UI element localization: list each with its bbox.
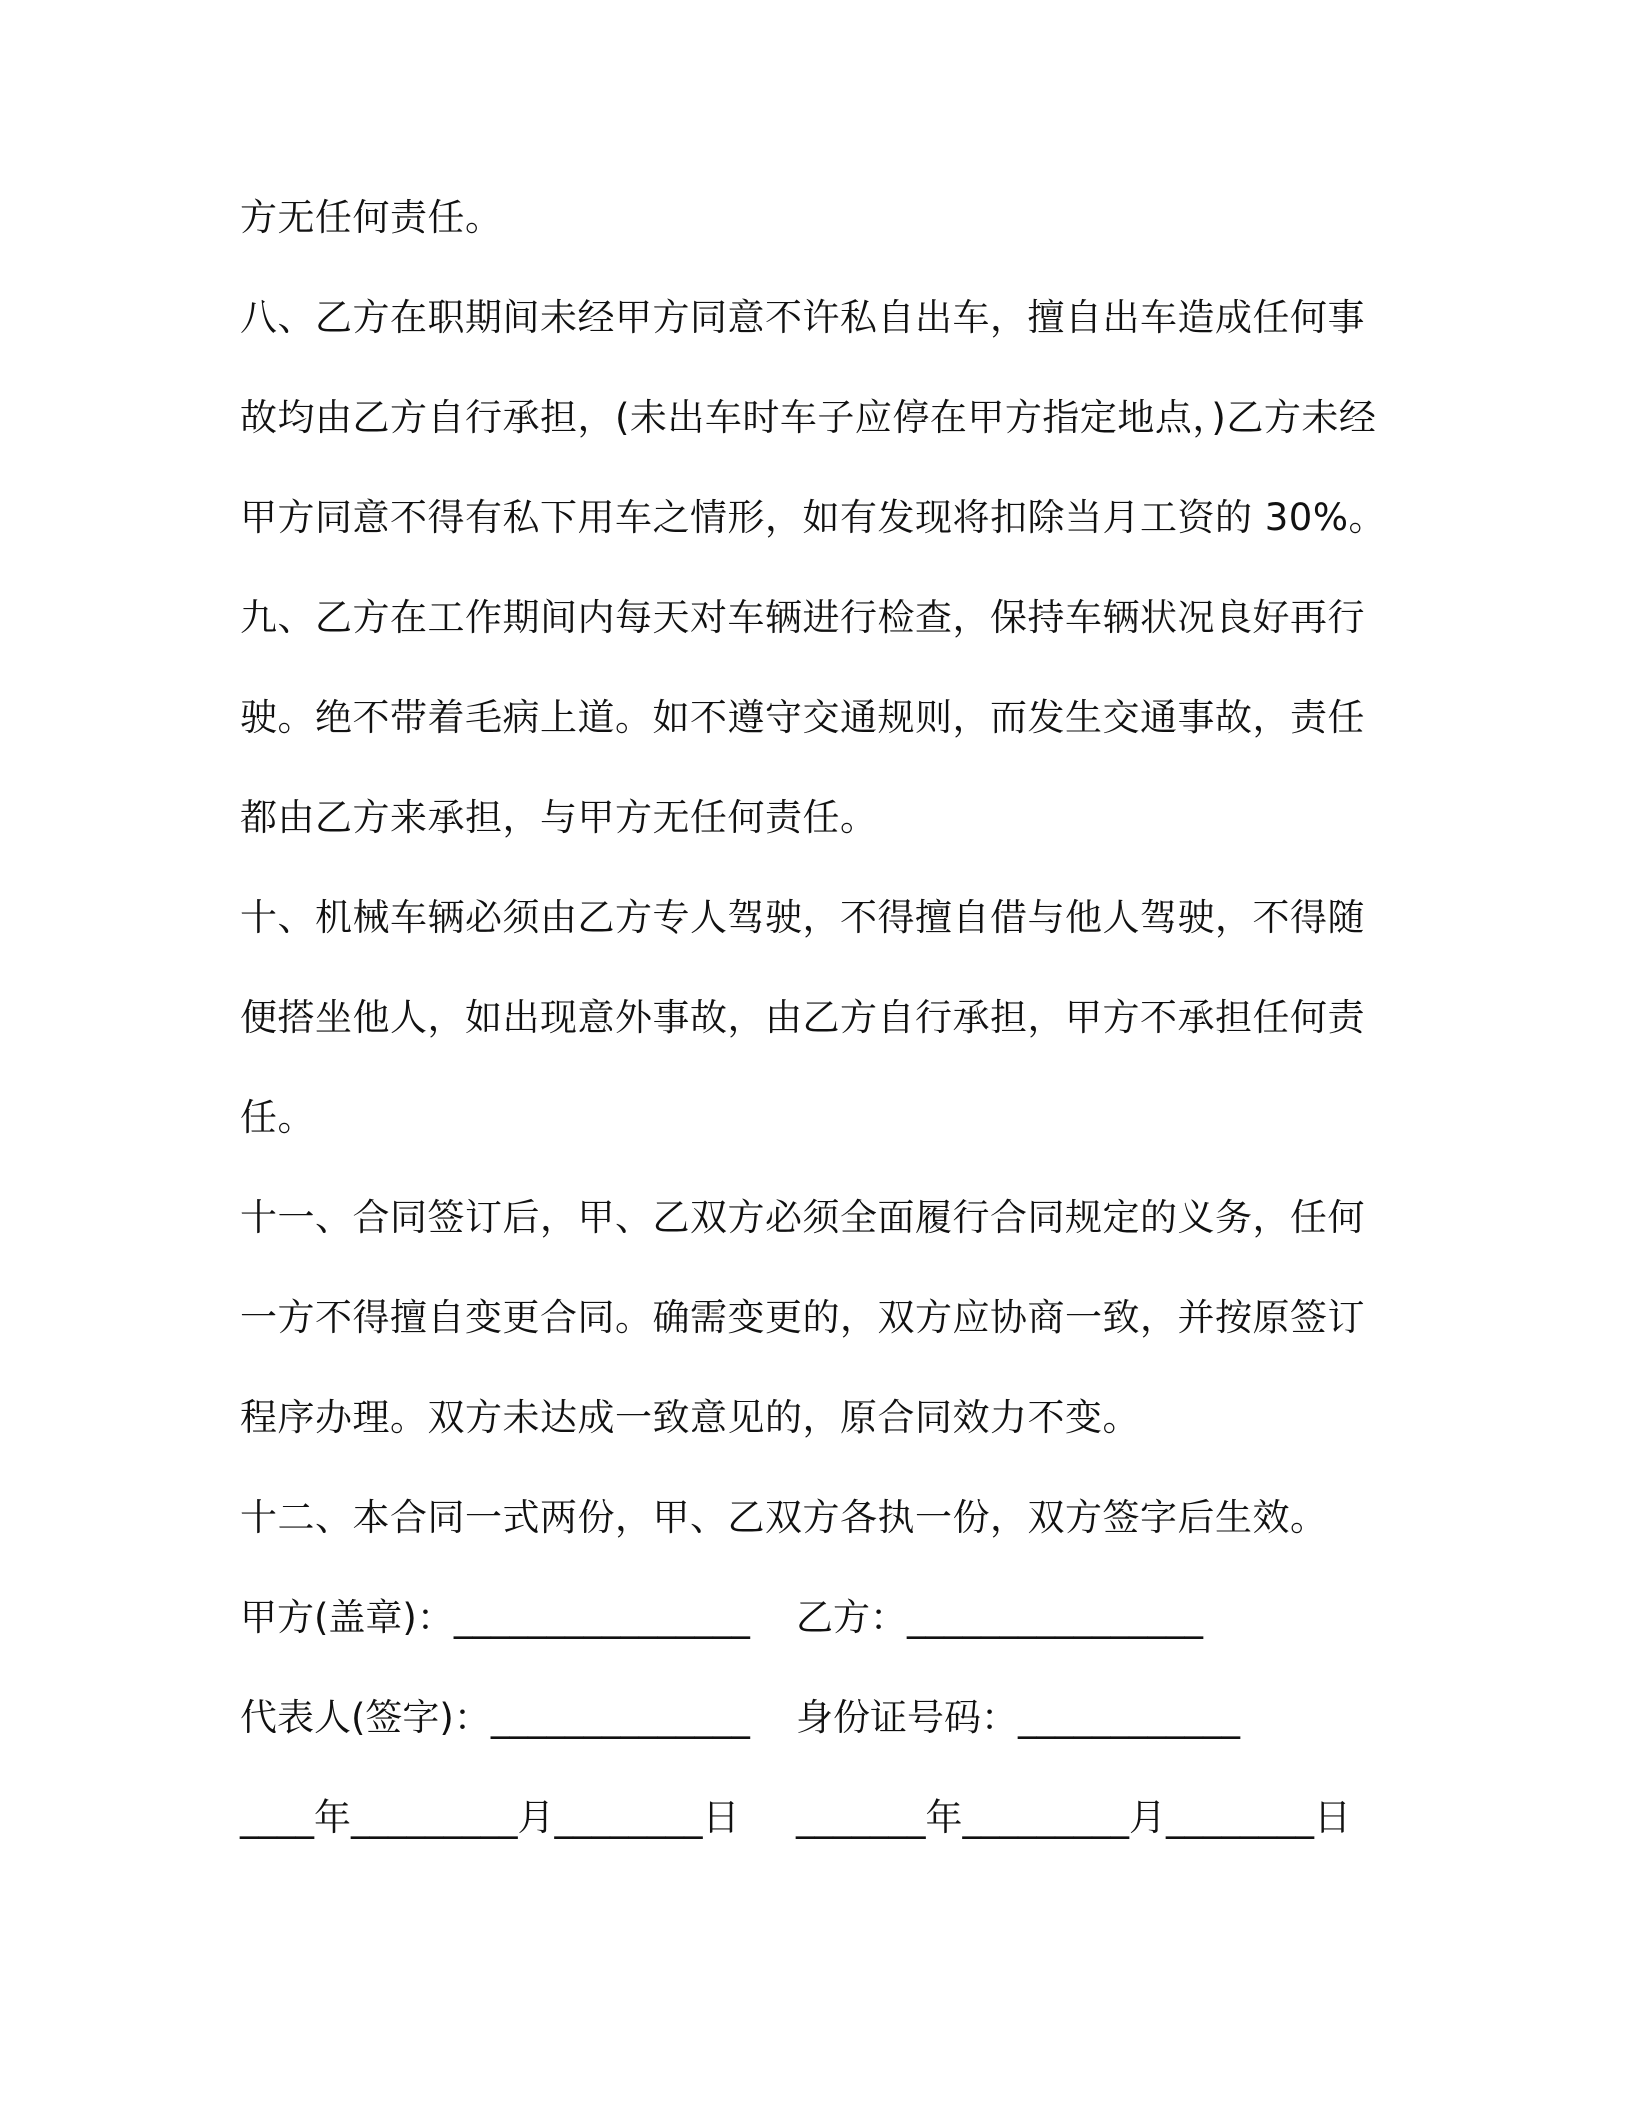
paragraph-line: 九、乙方在工作期间内每天对车辆进行检查，保持车辆状况良好再行 [240, 596, 1365, 639]
paragraph-line: 八、乙方在职期间未经甲方同意不许私自出车，擅自出车造成任何事 [240, 296, 1365, 339]
paragraph-line: 十二、本合同一式两份，甲、乙双方各执一份，双方签字后生效。 [240, 1496, 1328, 1539]
party-b-signature-field: 乙方：________________ [796, 1596, 1203, 1639]
id-number-field: 身份证号码：____________ [796, 1696, 1240, 1739]
date-field-left: ____年_________月________日 [240, 1796, 740, 1839]
paragraph-line: 一方不得擅自变更合同。确需变更的，双方应协商一致，并按原签订 [240, 1296, 1365, 1339]
paragraph-line: 便搭坐他人，如出现意外事故，由乙方自行承担，甲方不承担任何责 [240, 996, 1365, 1039]
date-field-right: _______年_________月________日 [796, 1796, 1351, 1839]
paragraph-line: 方无任何责任。 [240, 196, 503, 239]
paragraph-line: 十、机械车辆必须由乙方专人驾驶，不得擅自借与他人驾驶，不得随 [240, 896, 1365, 939]
paragraph-line: 十一、合同签订后，甲、乙双方必须全面履行合同规定的义务，任何 [240, 1196, 1365, 1239]
representative-signature-field: 代表人(签字)：______________ [240, 1696, 750, 1739]
party-a-signature-field: 甲方(盖章)：________________ [240, 1596, 750, 1639]
paragraph-line: 都由乙方来承担，与甲方无任何责任。 [240, 796, 878, 839]
paragraph-line: 甲方同意不得有私下用车之情形，如有发现将扣除当月工资的 30%。 [240, 496, 1386, 539]
paragraph-line: 故均由乙方自行承担，(未出车时车子应停在甲方指定地点，)乙方未经 [240, 396, 1377, 439]
paragraph-line: 任。 [240, 1096, 315, 1139]
paragraph-line: 驶。绝不带着毛病上道。如不遵守交通规则，而发生交通事故，责任 [240, 696, 1365, 739]
paragraph-line: 程序办理。双方未达成一致意见的，原合同效力不变。 [240, 1396, 1140, 1439]
